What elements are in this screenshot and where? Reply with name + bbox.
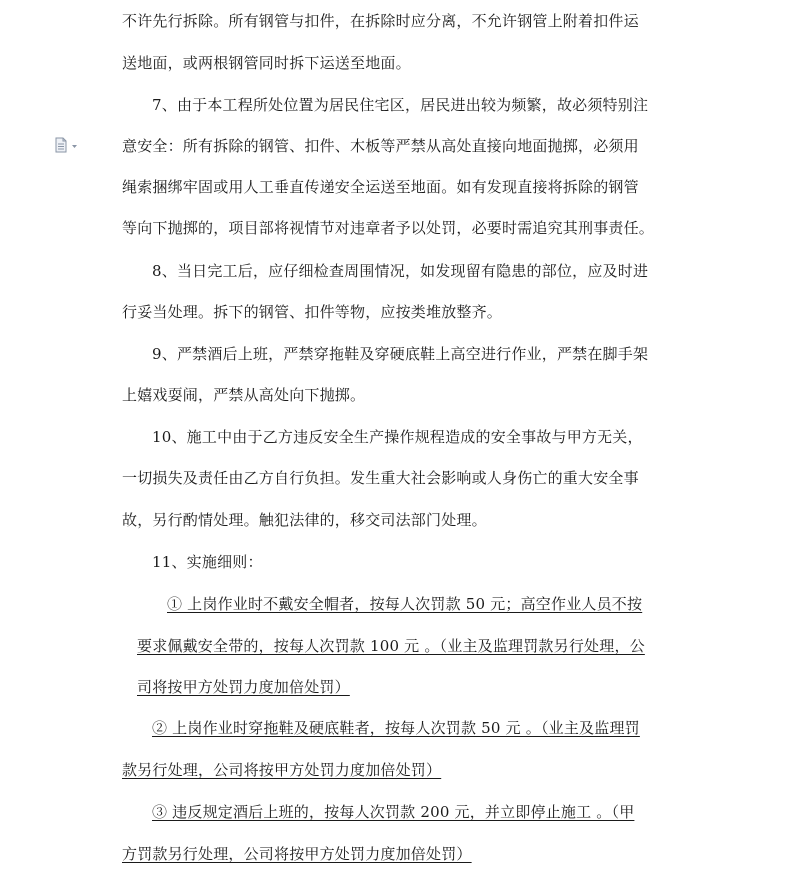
rule-item-2: ② 上岗作业时穿拖鞋及硬底鞋者，按每人次罚款 50 元 。（业主及监理罚 xyxy=(152,719,640,737)
body-line: 7、由于本工程所处位置为居民住宅区，居民进出较为频繁，故必须特别注 xyxy=(152,96,649,114)
body-line: 8、当日完工后，应仔细检查周围情况，如发现留有隐患的部位，应及时进 xyxy=(152,262,649,280)
rule-item-1: ① 上岗作业时不戴安全帽者，按每人次罚款 50 元；高空作业人员不按 xyxy=(167,595,643,613)
body-line: 送地面，或两根钢管同时拆下运送至地面。 xyxy=(122,54,411,72)
body-line: 上嬉戏耍闹，严禁从高处向下抛掷。 xyxy=(122,386,366,404)
rule-item-3: 方罚款另行处理，公司将按甲方处罚力度加倍处罚） xyxy=(122,845,472,863)
body-line: 9、严禁酒后上班，严禁穿拖鞋及穿硬底鞋上高空进行作业，严禁在脚手架 xyxy=(152,345,649,363)
rule-item-1: 要求佩戴安全带的，按每人次罚款 100 元 。（业主及监理罚款另行处理，公 xyxy=(137,637,645,655)
body-line: 10、施工中由于乙方违反安全生产操作规程造成的安全事故与甲方无关， xyxy=(152,428,643,446)
rule-item-3: ③ 违反规定酒后上班的，按每人次罚款 200 元，并立即停止施工 。（甲 xyxy=(152,803,635,821)
body-line: 等向下抛掷的，项目部将视情节对违章者予以处罚，必要时需追究其刑事责任。 xyxy=(122,219,655,237)
body-line: 故，另行酌情处理。触犯法律的，移交司法部门处理。 xyxy=(122,511,487,529)
body-line: 不许先行拆除。所有钢管与扣件，在拆除时应分离，不允许钢管上附着扣件运 xyxy=(122,12,639,30)
rule-item-2: 款另行处理，公司将按甲方处罚力度加倍处罚） xyxy=(122,761,442,779)
rule-item-1: 司将按甲方处罚力度加倍处罚） xyxy=(137,678,350,696)
section-heading: 11、实施细则： xyxy=(152,553,263,571)
document-icon xyxy=(55,137,83,153)
body-line: 绳索捆绑牢固或用人工垂直传递安全运送至地面。如有发现直接将拆除的钢管 xyxy=(122,178,639,196)
body-line: 行妥当处理。拆下的钢管、扣件等物，应按类堆放整齐。 xyxy=(122,303,503,321)
body-line: 一切损失及责任由乙方自行负担。发生重大社会影响或人身伤亡的重大安全事 xyxy=(122,469,639,487)
paragraph-marker[interactable] xyxy=(55,137,83,153)
body-line: 意安全：所有拆除的钢管、扣件、木板等严禁从高处直接向地面抛掷，必须用 xyxy=(122,137,639,155)
